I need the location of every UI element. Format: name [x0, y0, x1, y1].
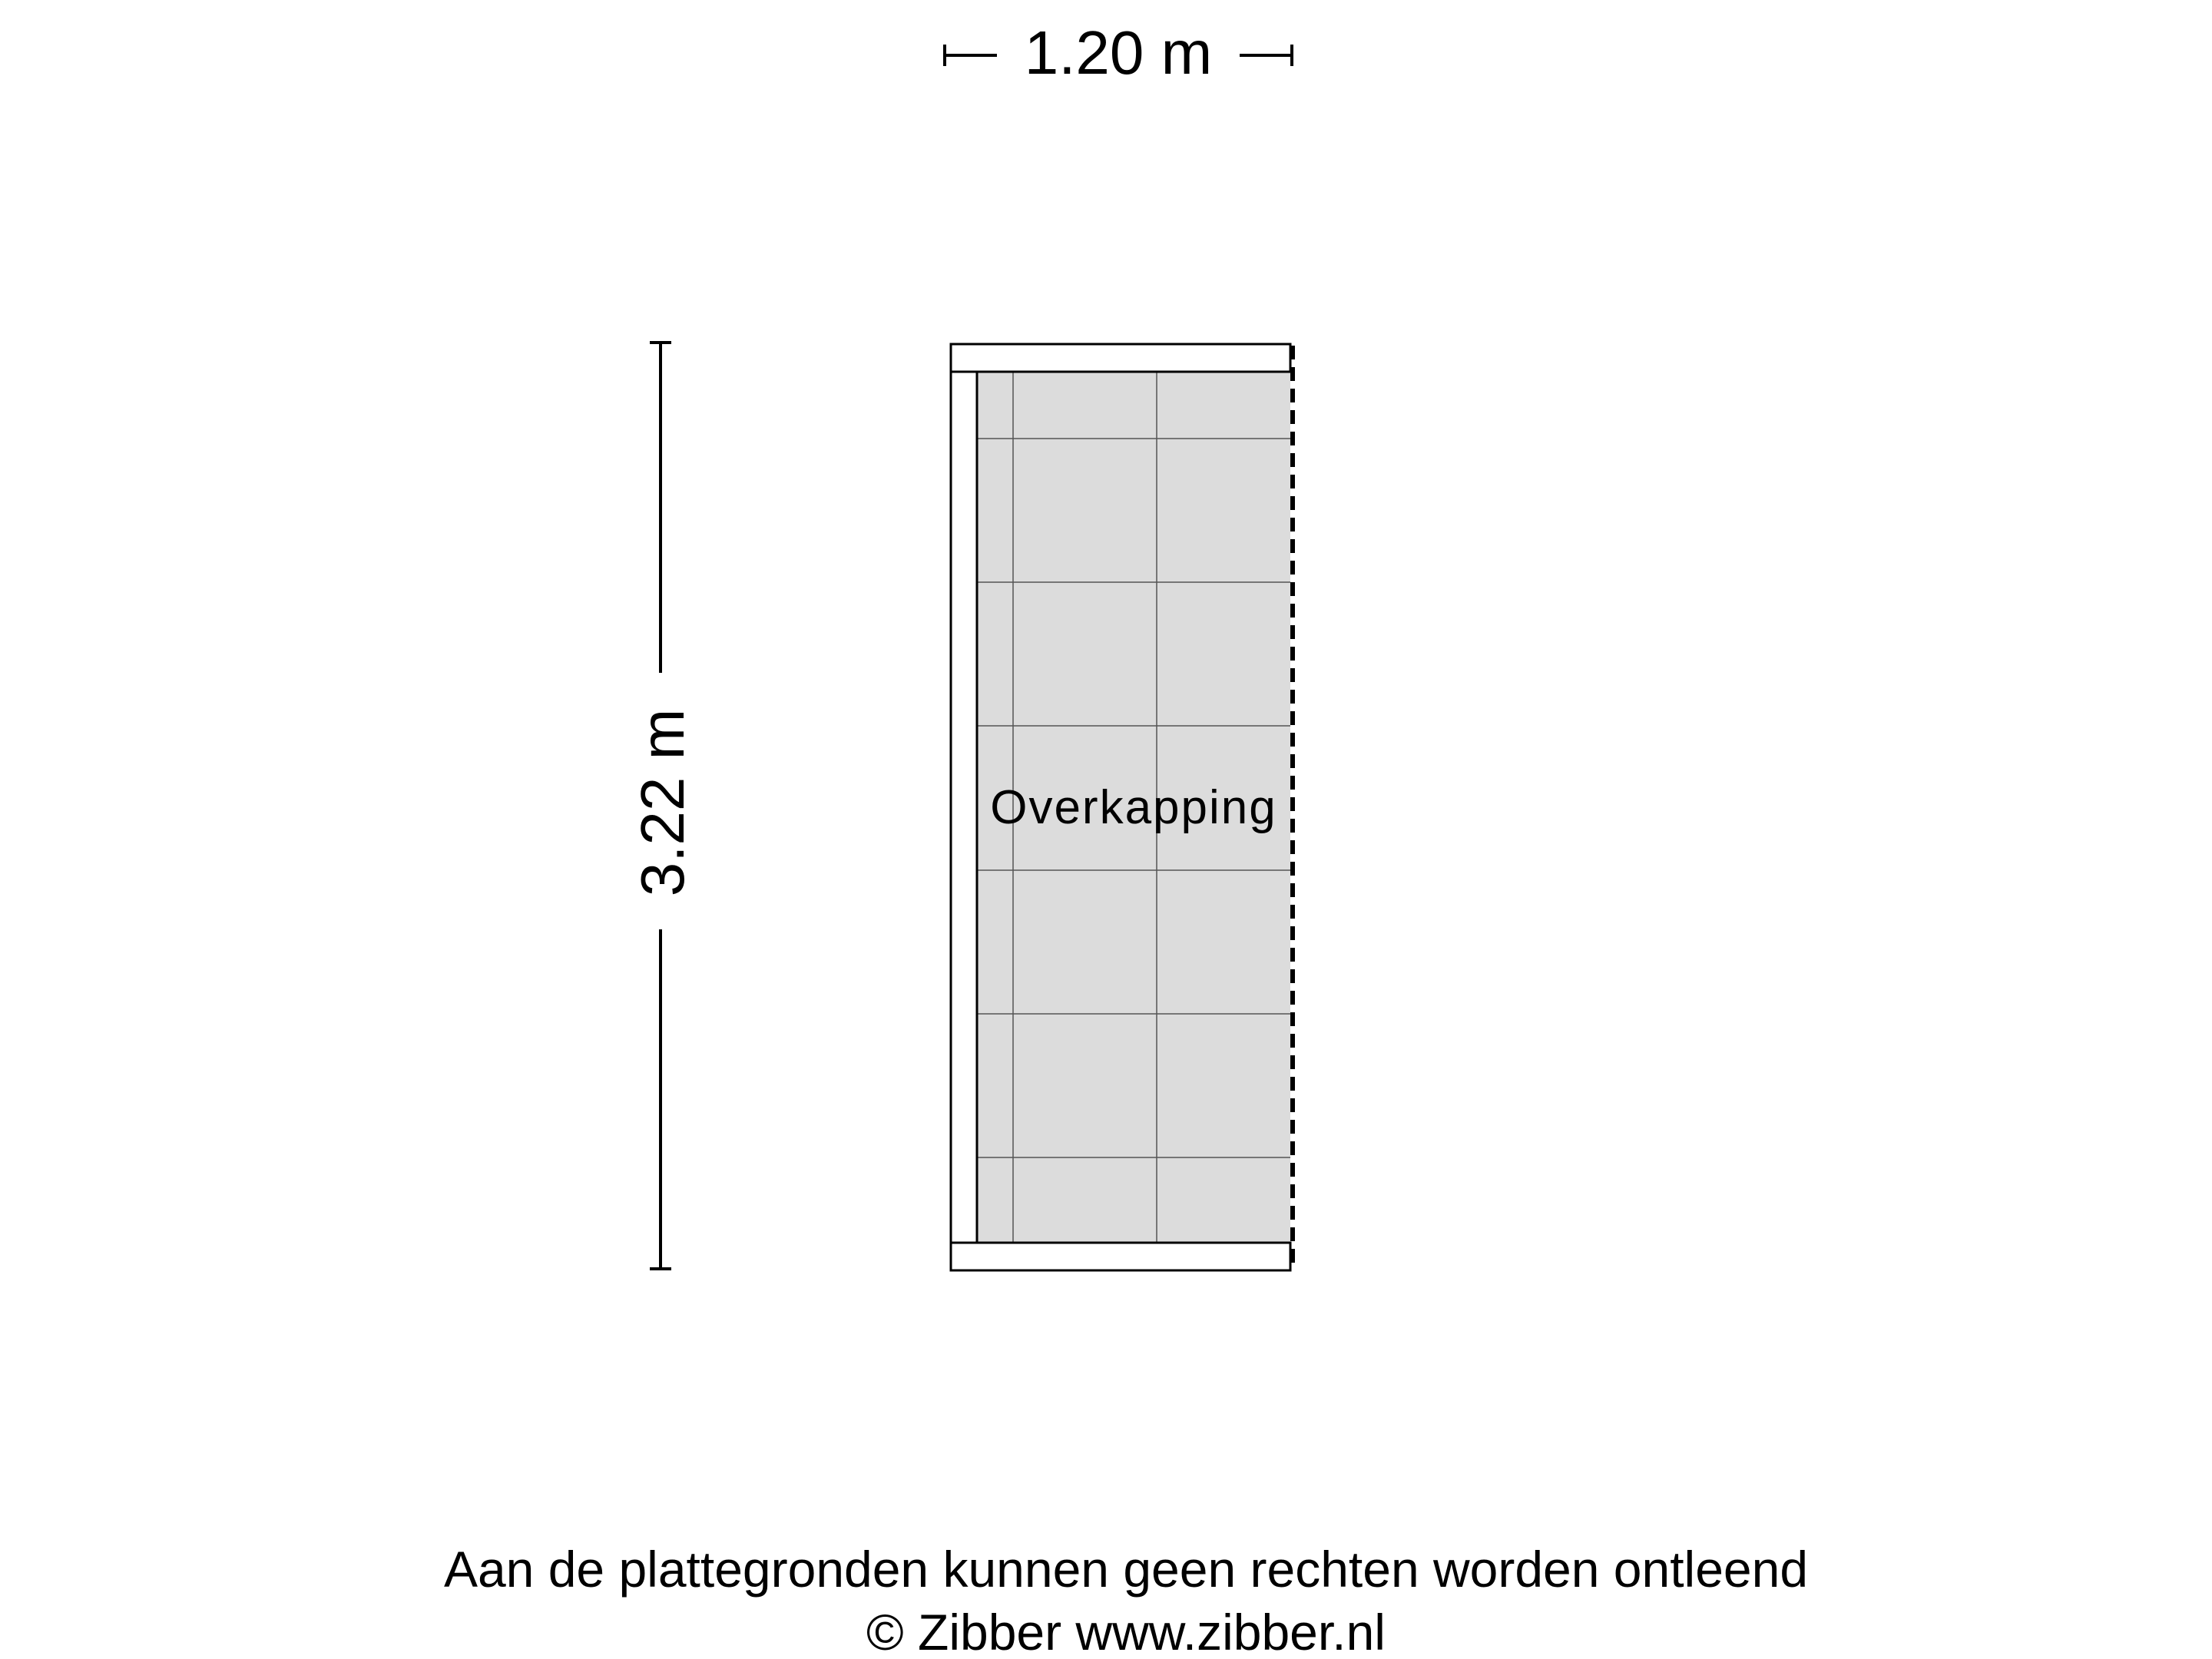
wall-bottom	[951, 1243, 1290, 1270]
room-label: Overkapping	[990, 781, 1277, 834]
width-dimension-label: 1.20 m	[1024, 18, 1213, 87]
wall-top	[951, 344, 1290, 372]
width-dimension	[945, 18, 1292, 87]
canopy-structure	[951, 344, 1293, 1270]
depth-dimension	[628, 343, 697, 1269]
copyright-text: © Zibber www.zibber.nl	[866, 1604, 1386, 1659]
disclaimer-text: Aan de plattegronden kunnen geen rechten worden ontleend	[443, 1541, 1809, 1598]
wall-left	[951, 372, 977, 1243]
depth-dimension-label: 3.22 m	[628, 708, 697, 897]
footer	[444, 1541, 1808, 1659]
